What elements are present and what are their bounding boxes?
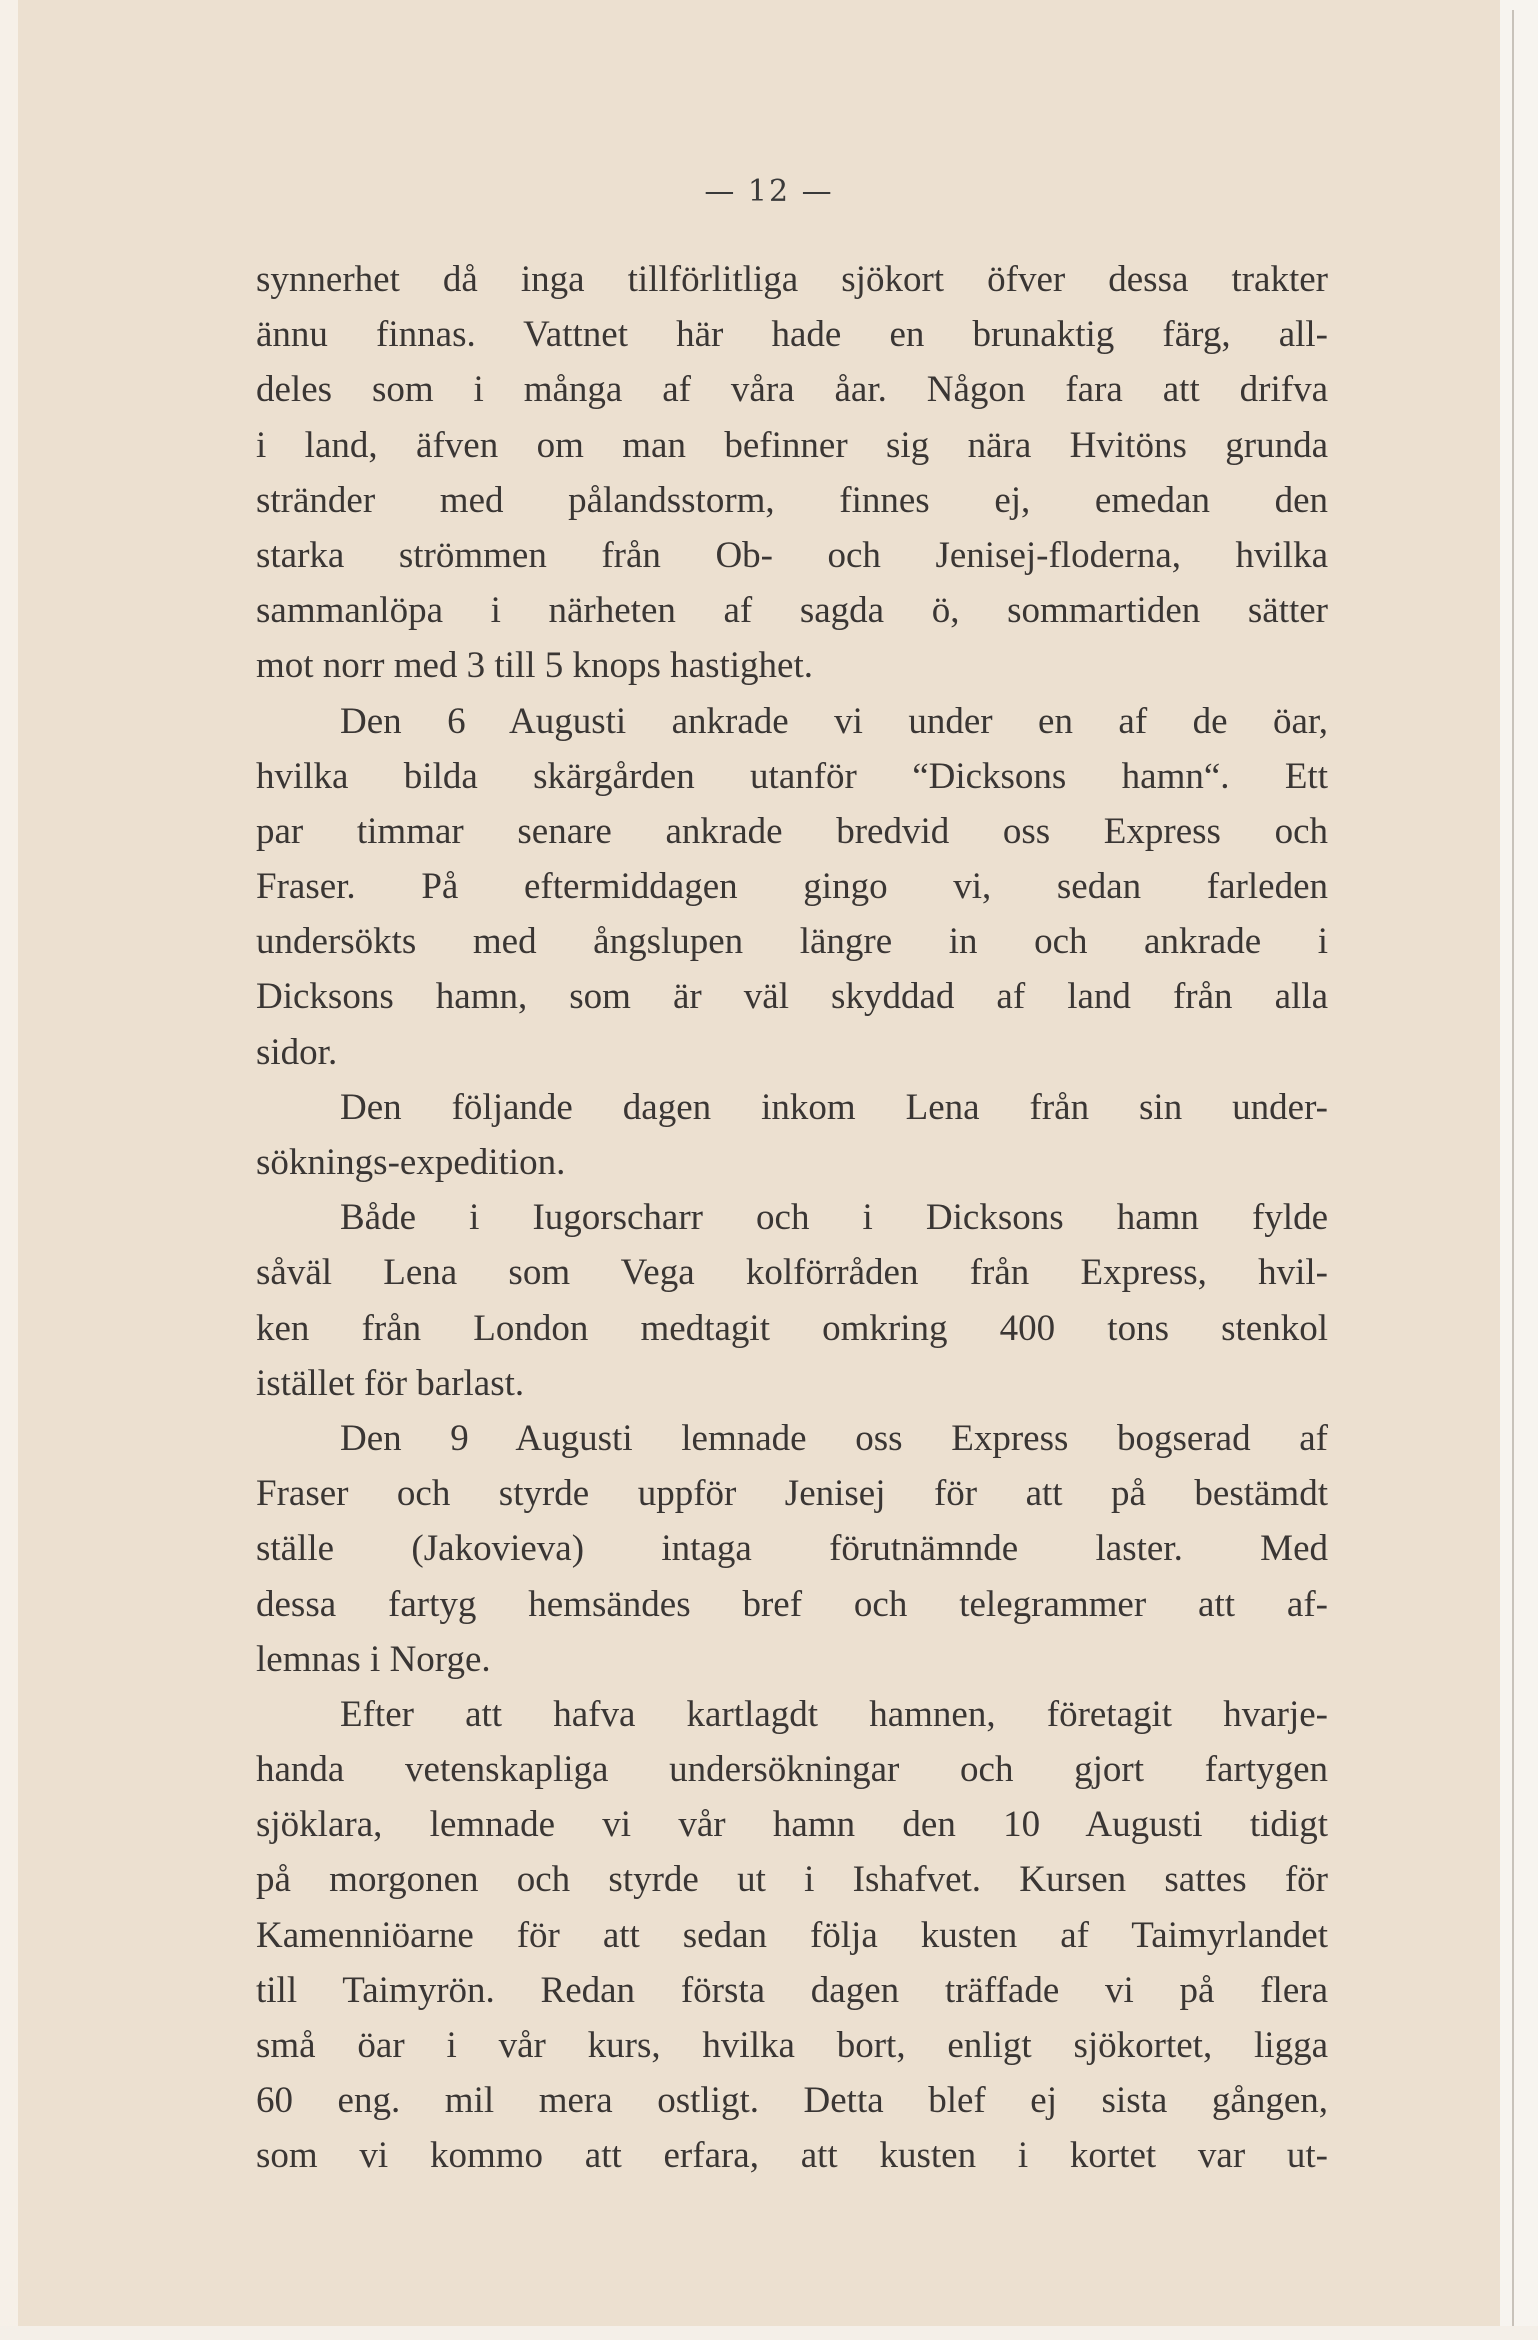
right-margin [1500,0,1538,2340]
text-line: Fraser och styrde uppför Jenisej för att på bestämdt [256,1473,1328,1515]
text-line: Den följande dagen inkom Lena från sin under- [340,1086,1328,1128]
text-line: lemnas i Norge. [256,1638,491,1680]
text-line: mot norr med 3 till 5 knops hastighet. [256,645,814,687]
text-line: handa vetenskapliga undersökningar och gjort fartygen [256,1749,1328,1791]
text-line: Kamenniöarne för att sedan följa kusten af Taimyrlandet [256,1914,1328,1956]
text-line: stränder med pålandsstorm, finnes ej, emedan den [256,479,1328,521]
left-margin [0,0,18,2340]
text-line: små öar i vår kurs, hvilka bort, enligt sjökortet, ligga [256,2025,1328,2066]
text-line: deles som i många af våra åar. Någon fara att drifva [256,369,1328,411]
text-line: ännu finnas. Vattnet här hade en brunaktig färg, all- [256,314,1328,356]
text-line: på morgonen och styrde ut i Ishafvet. Kursen sattes för [256,1859,1328,1901]
text-line: sidor. [256,1031,338,1073]
text-line: Dicksons hamn, som är väl skyddad af land från alla [256,976,1328,1018]
text-line: istället för barlast. [256,1362,525,1404]
body-text [256,252,1328,2184]
text-line: Den 9 Augusti lemnade oss Express bogserad af [340,1417,1328,1459]
text-line: Både i Iugorscharr och i Dicksons hamn fylde [340,1197,1328,1239]
text-line: söknings-expedition. [256,1142,566,1183]
text-line: par timmar senare ankrade bredvid oss Express och [256,810,1328,852]
text-line: Efter att hafva kartlagdt hamnen, företagit hvarje- [340,1693,1328,1735]
bottom-margin [0,2326,1538,2340]
text-line: synnerhet då inga tillförlitliga sjökort öfver dessa trakter [256,259,1328,300]
text-line: sjöklara, lemnade vi vår hamn den 10 Augusti tidigt [256,1804,1328,1846]
text-line: undersökts med ångslupen längre in och ankrade i [256,921,1328,963]
text-line: sammanlöpa i närheten af sagda ö, sommartiden sätter [256,590,1328,632]
text-line: hvilka bilda skärgården utanför “Dicksons hamn“. Ett [256,755,1328,797]
text-line: i land, äfven om man befinner sig nära Hvitöns grunda [256,424,1328,466]
text-line: som vi kommo att erfara, att kusten i kortet var ut- [256,2135,1328,2177]
text-line: såväl Lena som Vega kolförråden från Express, hvil- [256,1252,1328,1294]
text-line: 60 eng. mil mera ostligt. Detta blef ej sista gången, [256,2080,1328,2122]
text-line: ken från London medtagit omkring 400 tons stenkol [256,1307,1328,1349]
text-line: till Taimyrön. Redan första dagen träffade vi på flera [256,1969,1328,2011]
text-line: starka strömmen från Ob- och Jenisej-floderna, hvilka [256,534,1328,576]
text-line: Fraser. På eftermiddagen gingo vi, sedan farleden [256,866,1328,908]
text-line: Den 6 Augusti ankrade vi under en af de öar, [340,700,1328,742]
text-line: ställe (Jakovieva) intaga förutnämnde laster. Med [256,1528,1328,1570]
page-number: — 12 — [704,174,834,209]
page-edge [1512,10,1514,2330]
text-line: dessa fartyg hemsändes bref och telegrammer att af- [256,1583,1328,1625]
